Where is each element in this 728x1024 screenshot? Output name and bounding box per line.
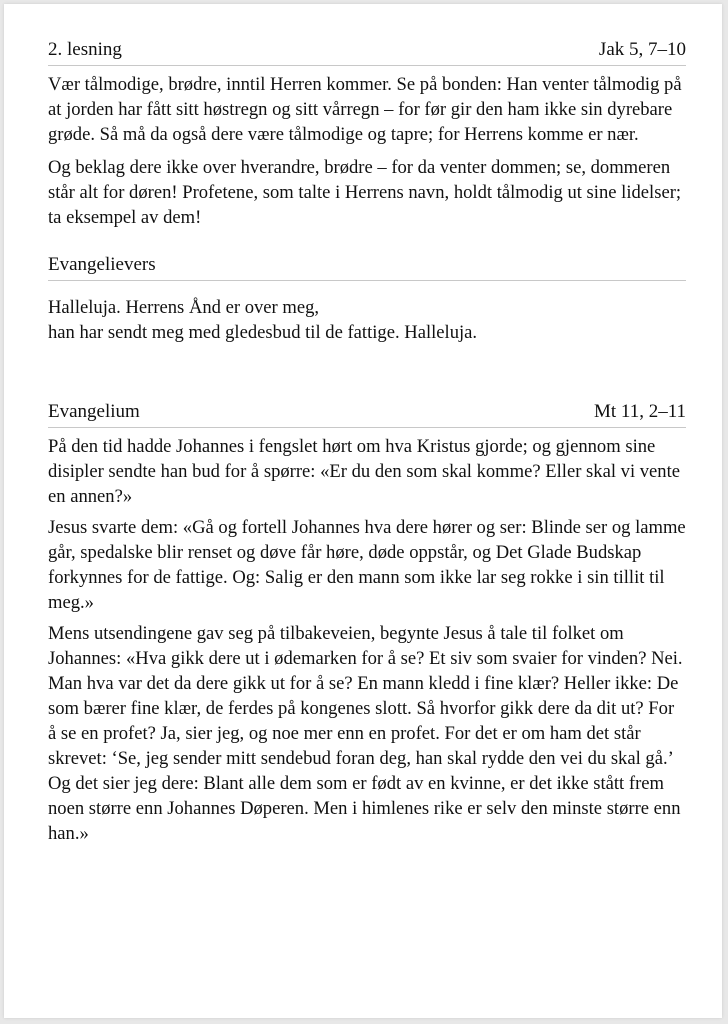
paragraph: Mens utsendingene gav seg på tilbakeveien, begynte Jesus å tale til folket om Johannes: «Hva gikk dere ut i ødemarken for å se? Et siv som svaier for vinden? Nei. Man hva var det da dere gikk ut for å se? En mann kledd i fine klær? Heller ikke: De som bærer fine klær, de ferdes på kongenes slott. Så hvorfor gikk dere da dit ut? For å se en profet? Ja, sier jeg, og noe mer enn en profet. For det er om ham det står skrevet: ‘Se, jeg sender mitt sendebud foran deg, han skal rydde den vei du skal gå.’ Og det sier jeg dere: Blant alle dem som er født av en kvinne, er det ikke stått frem noen større enn Johannes Døperen. Men i himlenes rike er selv den minste større enn han.» bbox=[48, 623, 683, 844]
verse-line: Halleluja. Herrens Ånd er over meg, bbox=[48, 297, 320, 318]
section-header bbox=[48, 252, 686, 281]
section-header bbox=[48, 37, 686, 66]
document-page bbox=[4, 4, 722, 1018]
section-title: 2. lesning bbox=[48, 39, 122, 60]
section-gospel bbox=[48, 399, 686, 846]
paragraph: Vær tålmodige, brødre, inntil Herren kommer. Se på bonden: Han venter tålmodig på at jorden har fått sitt høstregn og sitt vårregn – for før gir den ham ikke sin dyrebare grøde. Så må da også dere være tålmodige og tapre; for Herrens komme er nær. bbox=[48, 74, 682, 145]
scripture-reference: Jak 5, 7–10 bbox=[598, 39, 686, 60]
verse-block bbox=[48, 295, 686, 345]
section-title: Evangelievers bbox=[48, 254, 156, 275]
verse-line: han har sendt meg med gledesbud til de fattige. Halleluja. bbox=[48, 322, 478, 343]
paragraph: Jesus svarte dem: «Gå og fortell Johannes hva dere hører og ser: Blinde ser og lamme går, spedalske blir renset og døve får høre, døde oppstår, og Det Glade Budskap forkynnes for de fattige. Og: Salig er den mann som ikke lar seg rokke i sin tillit til meg.» bbox=[48, 517, 686, 613]
scripture-reference: Mt 11, 2–11 bbox=[593, 401, 686, 422]
paragraph: På den tid hadde Johannes i fengslet hørt om hva Kristus gjorde; og gjennom sine disipler sendte han bud for å spørre: «Er du den som skal komme? Eller skal vi vente en annen?» bbox=[48, 436, 681, 507]
page-content bbox=[48, 37, 686, 854]
section-second-reading bbox=[48, 37, 686, 230]
section-gospel-verse bbox=[48, 252, 686, 345]
section-header bbox=[48, 399, 686, 428]
section-title: Evangelium bbox=[48, 401, 140, 422]
paragraph: Og beklag dere ikke over hverandre, brødre – for da venter dommen; se, dommeren står alt for døren! Profetene, som talte i Herrens navn, holdt tålmodig ut sine lidelser; ta eksempel av dem! bbox=[48, 157, 682, 228]
